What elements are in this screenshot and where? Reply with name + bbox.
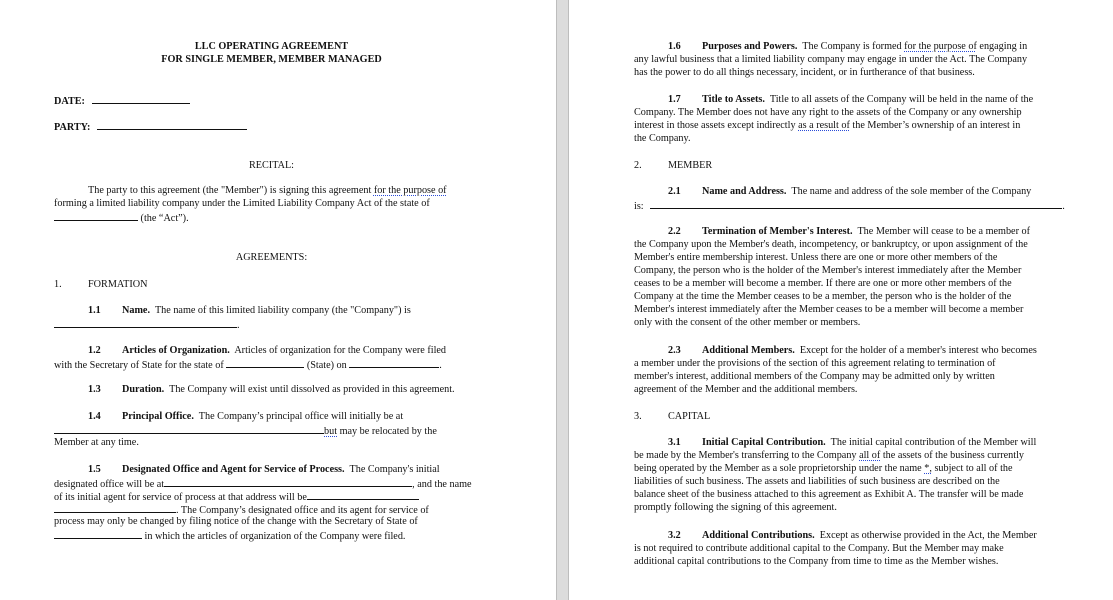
doc-title-line2: FOR SINGLE MEMBER, MEMBER MANAGED (161, 54, 382, 65)
clause-1-7: 1.7 Title to Assets. Title to all assets of the Company will be held in the name of the (668, 94, 1034, 105)
clause-1-5-line2: designated office will be at , and the name (54, 476, 472, 491)
filing-state-blank[interactable] (226, 357, 304, 368)
clause-1-5-line6: in which the articles of organization of the Company were filed. (54, 528, 405, 543)
clause-1-1: 1.1 Name. The name of this limited liability company (the "Company") is (88, 305, 411, 316)
clause-1-1-blank-line: . (54, 317, 240, 332)
clause-3-2-line: additional capital contributions to the Company from time to time as the Member wishes. (634, 556, 999, 567)
party-label: PARTY: (54, 122, 91, 133)
clause-1-5-line4: . The Company’s designated office and its agent for service of (54, 502, 429, 517)
state-of-filing-blank[interactable] (54, 528, 142, 539)
clause-3-2-line: is not required to contribute additional capital to the Company. But the Member may make (634, 543, 1004, 554)
member-name-address-blank[interactable] (650, 198, 1062, 209)
party-field[interactable] (54, 119, 247, 134)
clause-1-2: 1.2 Articles of Organization. Articles of organization for the Company were filed (88, 345, 447, 356)
clause-1-7-line3: interest in those assets except indirectly as a result of the Member’s ownership of an interest in (634, 120, 1021, 131)
clause-2-3-line: agreement of the Member and the additional members. (634, 384, 858, 395)
designated-office-blank[interactable] (164, 476, 412, 487)
section-1-heading: 1. FORMATION (54, 279, 148, 290)
agreements-heading: AGREEMENTS: (235, 252, 308, 263)
recital-line1: The party to this agreement (the "Member") is signing this agreement for the purpose of (88, 185, 447, 196)
document-page-left (0, 0, 556, 600)
filing-date-blank[interactable] (349, 357, 439, 368)
recital-heading: RECITAL: (248, 160, 295, 171)
clause-1-6-line3: has the power to do all things necessary, incident, or in furtherance of that business. (634, 67, 975, 78)
section-3-heading: 3. CAPITAL (634, 411, 711, 422)
date-label: DATE: (54, 96, 85, 107)
clause-3-1-line: liabilities of such business. The assets and liabilities of such business are described on the (634, 476, 1000, 487)
document-page-right (569, 0, 1113, 600)
clause-1-4-line2: but may be relocated by the (54, 423, 437, 438)
clause-2-2-line: the Company upon the Member's death, incompetency, or bankruptcy, or upon assignment of the (634, 239, 1028, 250)
clause-1-6-line2: any lawful business that a limited liability company may engage in under the Act. The Company (634, 54, 1028, 65)
clause-1-4: 1.4 Principal Office. The Company’s principal office will initially be at (88, 411, 404, 422)
section-2-heading: 2. MEMBER (634, 160, 713, 171)
date-blank[interactable] (92, 93, 190, 104)
clause-1-5-line5: process may only be changed by filing notice of the change with the Secretary of State of (54, 516, 418, 527)
clause-2-2-line: Member's entire membership interest. Unless there are one or more other members of the (634, 252, 998, 263)
clause-3-1: 3.1 Initial Capital Contribution. The initial capital contribution of the Member will (668, 437, 1037, 448)
recital-line3: (the “Act”). (54, 210, 189, 225)
clause-2-2-line: ceases to be a member will become a member. If there are one or more other members of the (634, 278, 1012, 289)
agent-name-blank[interactable] (307, 489, 419, 500)
clause-2-3-line: a member under the provisions of the section of this agreement relating to termination of (634, 358, 996, 369)
clause-1-3: 1.3 Duration. The Company will exist until dissolved as provided in this agreement. (88, 384, 455, 395)
recital-line2: forming a limited liability company under the Limited Liability Company Act of the state of (54, 198, 430, 209)
clause-3-1-line2: be made by the Member's transferring to the Company all of the assets of the business currently (634, 450, 1025, 461)
state-blank[interactable] (54, 210, 138, 221)
clause-3-1-line: promptly following the signing of this agreement. (634, 502, 837, 513)
clause-3-1-line: balance sheet of the business attached to this agreement as Exhibit A. The transfer will be made (634, 489, 1024, 500)
clause-1-5-line3: of its initial agent for service of process at that address will be (54, 489, 419, 504)
principal-office-blank[interactable] (54, 423, 324, 434)
clause-1-4-line3: Member at any time. (54, 437, 139, 448)
clause-1-5: 1.5 Designated Office and Agent for Service of Process. The Company's initial (88, 464, 440, 475)
clause-2-1-line2: is: . (634, 198, 1065, 213)
clause-3-2: 3.2 Additional Contributions. Except as otherwise provided in the Act, the Member (668, 530, 1037, 541)
clause-3-1-line3: being operated by the Member as a sole proprietorship under the name *, subject to all of the (634, 463, 1013, 474)
clause-2-3-line: member's interest, additional members of the Company may be admitted only by written (634, 371, 995, 382)
clause-2-2-line: Company at the time the Member ceases to be a member, the person who is the holder of the (634, 291, 1012, 302)
clause-2-2-line: Member's interest immediately after the Member ceases to be a member will become a member (634, 304, 1024, 315)
clause-1-6: 1.6 Purposes and Powers. The Company is formed for the purpose of engaging in (668, 41, 1028, 52)
date-field[interactable] (54, 93, 190, 108)
clause-2-2-line: Company, the person who is the holder of the Member's interest immediately after the Member (634, 265, 1022, 276)
clause-2-2: 2.2 Termination of Member's Interest. The Member will cease to be a member of (668, 226, 1031, 237)
clause-1-7-line4: the Company. (634, 133, 691, 144)
clause-2-1: 2.1 Name and Address. The name and address of the sole member of the Company (668, 186, 1032, 197)
clause-1-7-line2: Company. The Member does not have any right to the assets of the Company or any ownership (634, 107, 1022, 118)
agent-address-blank[interactable] (54, 502, 176, 513)
clause-2-3: 2.3 Additional Members. Except for the holder of a member's interest who becomes (668, 345, 1037, 356)
clause-2-2-line: only with the consent of the other member or members. (634, 317, 861, 328)
doc-title-line1: LLC OPERATING AGREEMENT (194, 41, 349, 52)
clause-1-2-line2: with the Secretary of State for the state of (State) on . (54, 357, 442, 372)
company-name-blank[interactable] (54, 317, 237, 328)
party-blank[interactable] (97, 119, 247, 130)
page-gutter (556, 0, 569, 600)
